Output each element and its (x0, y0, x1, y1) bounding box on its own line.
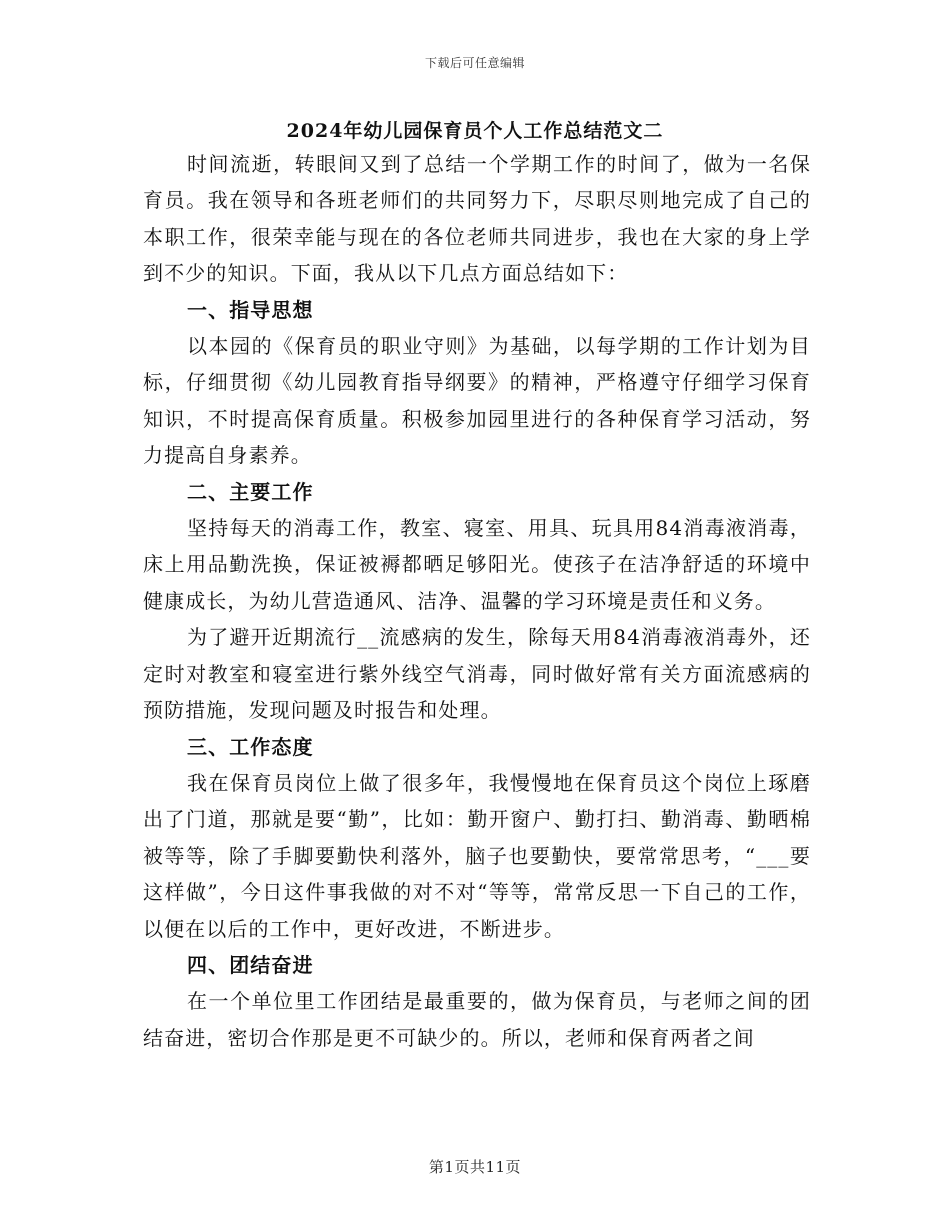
paragraph-unity: 在一个单位里工作团结是最重要的，做为保育员，与老师之间的团结奋进，密切合作那是更不可缺少的。所以，老师和保育两者之间 (143, 989, 811, 1050)
section-heading-main-work: 二、主要工作 (187, 479, 314, 504)
paragraph-main-work-2: 为了避开近期流行__流感病的发生，除每天用84消毒液消毒外，还定时对教室和寝室进行紫外线空气消毒，同时做好常有关方面流感病的预防措施，发现问题及时报告和处理。 (143, 625, 811, 723)
paragraph-intro: 时间流逝，转眼间又到了总结一个学期工作的时间了，做为一名保育员。我在领导和各班老师们的共同努力下，尽职尽则地完成了自己的本职工作，很荣幸能与现在的各位老师共同进步，我也在大家的身上学到不少的知识。下面，我从以下几点方面总结如下： (143, 152, 811, 286)
section-heading-unity: 四、团结奋进 (187, 952, 314, 977)
paragraph-main-work-1: 坚持每天的消毒工作，教室、寝室、用具、玩具用84消毒液消毒，床上用品勤洗换，保证被褥都晒足够阳光。使孩子在洁净舒适的环境中健康成长，为幼儿营造通风、洁净、温馨的学习环境是责任和义务。 (143, 516, 811, 613)
document-title: 2024年幼儿园保育员个人工作总结范文二 (286, 120, 664, 142)
section-heading-guiding-thought: 一、指导思想 (187, 297, 314, 322)
paragraph-guiding-thought: 以本园的《保育员的职业守则》为基础，以每学期的工作计划为目标，仔细贯彻《幼儿园教育指导纲要》的精神，严格遵守仔细学习保育知识，不时提高保育质量。积极参加园里进行的各种保育学习活动，努力提高自身素养。 (143, 334, 811, 468)
header-note: 下载后可任意编辑 (424, 56, 525, 70)
paragraph-work-attitude: 我在保育员岗位上做了很多年，我慢慢地在保育员这个岗位上琢磨出了门道，那就是要“勤”，比如：勤开窗户、勤打扫、勤消毒、勤晒棉被等等，除了手脚要勤快利落外，脑子也要勤快，要常常思考，“___要这样做”，今日这件事我做的对不对“等等，常常反思一下自己的工作，以便在以后的工作中，更好改进，不断进步。 (143, 770, 811, 941)
section-heading-work-attitude: 三、工作态度 (187, 734, 314, 759)
document-body (143, 146, 811, 1056)
page-footer: 第1页共11页 (428, 1158, 522, 1176)
